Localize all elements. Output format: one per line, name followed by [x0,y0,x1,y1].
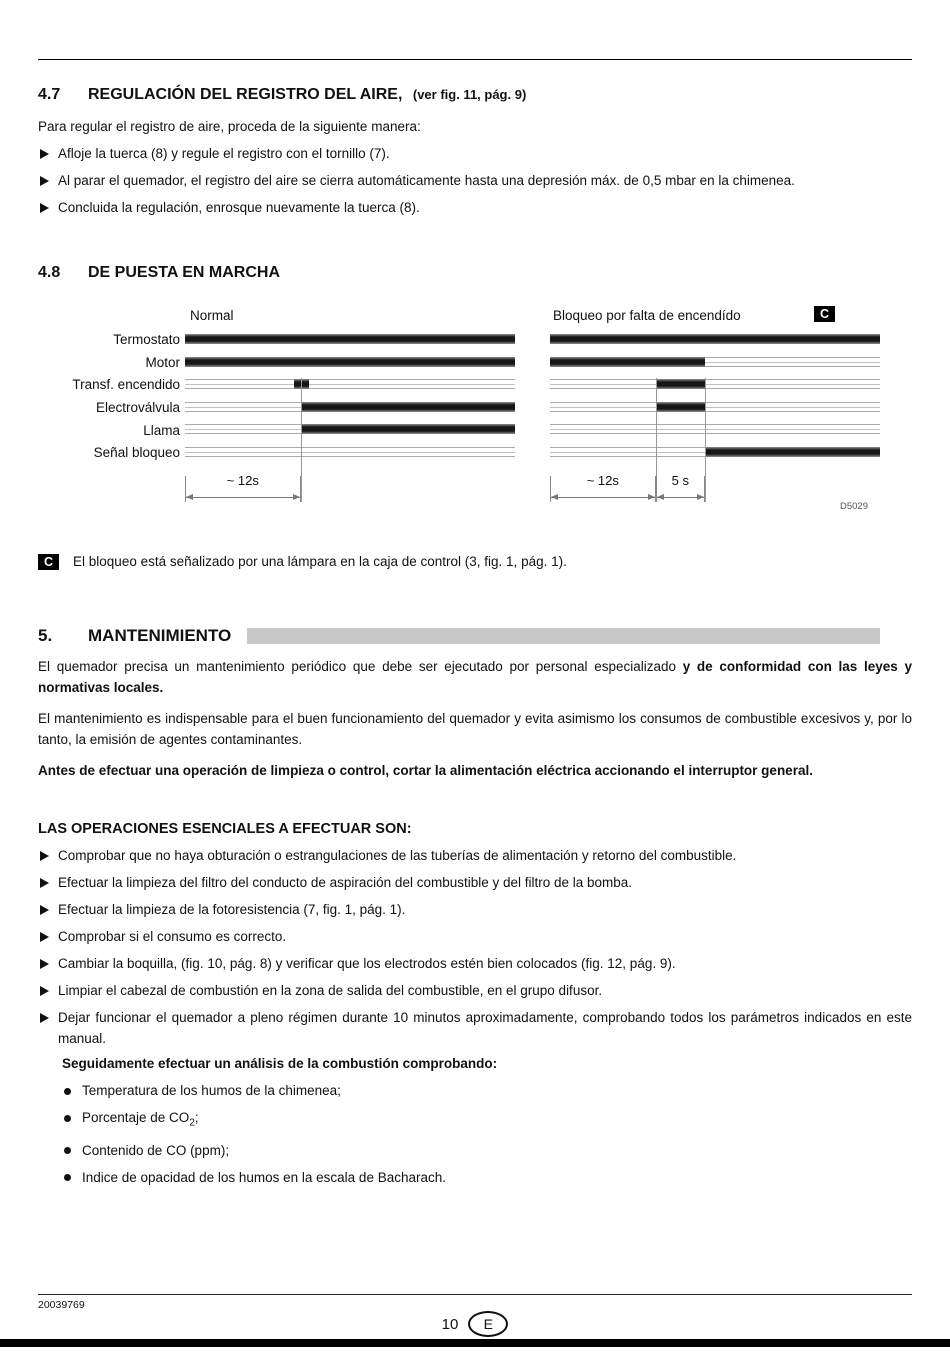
language-code: E [483,1316,494,1332]
signal-track [185,402,515,412]
arrowhead-left-icon [657,494,664,500]
analysis-text-subscript: 2 [189,1117,195,1129]
signal-track [550,402,880,412]
maintenance-paragraph-1 [38,656,912,698]
maintenance-paragraph-2: El mantenimiento es indispensable para el buen funcionamiento del quemador y evita asimismo los consumos de combustible excesivos y, por lo tanto, la emisión de agentes contaminantes. [38,711,912,747]
bullet-text: Comprobar si el consumo es correcto. [58,929,287,944]
heading-gray-bar [247,628,880,644]
section-title-text: MANTENIMIENTO [88,626,232,645]
bottom-black-bar [0,1339,950,1347]
signal-bar [656,402,706,412]
signal-track [185,379,515,389]
operations-heading: LAS OPERACIONES ESENCIALES A EFECTUAR SON: [38,821,412,837]
signal-track [185,424,515,434]
bullet-item [38,197,912,218]
signal-bar [301,402,516,412]
time-marker-line [705,378,706,502]
signal-bar [550,334,880,344]
arrowhead-left-icon [186,494,193,500]
signal-bar [656,379,706,389]
section-title-text: DE PUESTA EN MARCHA [88,264,281,281]
bullet-text: Dejar funcionar el quemador a pleno régimen durante 10 minutos aproximadamente, comprobando todos los parámetros indicados en este manual. [58,1010,912,1046]
time-dimension [550,473,656,502]
bullet-arrow-icon [40,203,49,213]
signal-track [550,447,880,457]
section-title-reference: (ver fig. 11, pág. 9) [412,87,527,102]
signal-track [550,379,880,389]
time-dimension-arrow [186,497,300,498]
arrowhead-right-icon [293,494,300,500]
row-label: Señal bloqueo [93,445,180,461]
time-dimension-arrow [657,497,705,498]
arrowhead-left-icon [551,494,558,500]
maintenance-paragraph-3 [38,760,912,781]
section-5-heading [38,626,912,646]
section-number: 4.8 [38,264,61,281]
analysis-text [82,1108,199,1134]
bullet-text: Comprobar que no haya obturación o estrangulaciones de las tuberías de alimentación y retorno del combustible. [58,848,737,863]
analysis-text: Indice de opacidad de los humos en la escala de Bacharach. [82,1169,446,1185]
analysis-text-pre: Porcentaje de CO [82,1110,190,1125]
bullet-arrow-icon [40,176,49,186]
time-marker-line [301,378,302,502]
bullet-item [38,845,912,866]
bullet-item [38,872,912,893]
bullet-dot-icon [64,1147,71,1154]
bullet-text: Efectuar la limpieza del filtro del conducto de aspiración del combustible y del filtro de la bomba. [58,875,633,890]
section-4-8-heading [38,264,912,282]
note-c [38,552,912,572]
footer-rule [38,1294,912,1295]
bullet-arrow-icon [40,986,49,996]
arrowhead-right-icon [648,494,655,500]
section-number: 4.7 [38,86,61,103]
section-title-text: REGULACIÓN DEL REGISTRO DEL AIRE, [88,86,403,103]
time-dimension [185,473,301,502]
signal-track [185,447,515,457]
analysis-item [62,1141,912,1161]
top-rule [38,59,912,60]
signal-track [550,357,880,367]
bullet-item [38,1007,912,1049]
bullet-text: Efectuar la limpieza de la fotoresistencia (7, fig. 1, pág. 1). [58,902,406,917]
signal-track [185,334,515,344]
paragraph-text: El quemador precisa un mantenimiento periódico que debe ser ejecutado por personal especializado [38,659,683,674]
bullet-dot-icon [64,1174,71,1181]
chart-title-normal: Normal [190,308,234,323]
bullet-text: Concluida la regulación, enrosque nuevamente la tuerca (8). [58,200,420,215]
chart-normal [185,334,515,518]
time-dimension-label: ~ 12s [226,473,259,488]
analysis-heading: Seguidamente efectuar un análisis de la combustión comprobando: [62,1056,498,1071]
bullet-text: Limpiar el cabezal de combustión en la zona de salida del combustible, en el grupo difusor. [58,983,603,998]
signal-bar [185,357,515,367]
bullet-text: Cambiar la boquilla, (fig. 10, pág. 8) y verificar que los electrodos estén bien colocados (fig. 12, pág. 9). [58,956,676,971]
section-number: 5. [38,626,53,645]
signal-row-labels [38,329,180,465]
row-label: Transf. encendido [72,377,180,393]
page-content [38,0,912,1188]
row-label: Electroválvula [95,400,180,416]
bullet-item [38,953,912,974]
signal-track [185,357,515,367]
signal-bar [705,447,880,457]
analysis-text-post: ; [194,1110,199,1125]
bullet-dot-icon [64,1088,71,1095]
note-c-badge: C [38,554,59,570]
page-number: 10 [441,1315,459,1333]
signal-bar [185,334,515,344]
row-label: Termostato [113,332,180,348]
bullet-arrow-icon [40,932,49,942]
language-code-ellipse [468,1311,508,1337]
analysis-text: Temperatura de los humos de la chimenea; [82,1083,341,1098]
bullet-item [38,170,912,191]
signal-bar [550,357,705,367]
page-number-area [0,1311,950,1337]
section-4-7-heading [38,86,912,104]
bullet-arrow-icon [40,149,49,159]
bullet-item [38,926,912,947]
row-label: Llama [143,422,180,438]
bullet-arrow-icon [40,1013,49,1023]
analysis-text: Contenido de CO (ppm); [82,1142,230,1158]
intro-paragraph: Para regular el registro de aire, proceda de la siguiente manera: [38,119,421,134]
analysis-item [62,1108,912,1134]
bullet-arrow-icon [40,959,49,969]
bullet-item [38,980,912,1001]
chart-title-lockout: Bloqueo por falta de encendído [553,308,741,323]
time-dimension-label: 5 s [671,473,690,488]
diagram-code: D5029 [840,501,868,512]
time-dimension-arrow [551,497,655,498]
analysis-item [62,1081,912,1101]
chart-lockout [550,334,880,518]
signal-track [550,424,880,434]
bullet-arrow-icon [40,878,49,888]
bullet-item [38,143,912,164]
paragraph-bold-text: y de conformidad con las leyes y normativas locales. [38,659,912,695]
bullet-arrow-icon [40,905,49,915]
paragraph-bold-text: Antes de efectuar una operación de limpieza o control, cortar la alimentación eléctrica accionando el interruptor general. [38,763,813,778]
bullet-arrow-icon [40,851,49,861]
note-c-text: El bloqueo está señalizado por una lámpara en la caja de control (3, fig. 1, pág. 1). [73,554,567,569]
row-label: Motor [145,354,180,370]
time-dimension-label: ~ 12s [586,473,619,488]
bullet-dot-icon [64,1115,71,1122]
lockout-c-badge: C [814,306,835,322]
arrowhead-right-icon [697,494,704,500]
timing-diagram [38,304,912,518]
bullet-item [38,899,912,920]
section-title [88,86,526,104]
signal-bar [301,424,516,434]
time-dimension [656,473,706,502]
analysis-item [62,1168,912,1188]
signal-track [550,334,880,344]
bullet-text: Al parar el quemador, el registro del aire se cierra automáticamente hasta una depresión máx. de 0,5 mbar en la chimenea. [58,173,795,188]
bullet-text: Afloje la tuerca (8) y regule el registro con el tornillo (7). [58,146,390,161]
document-number: 20039769 [38,1299,85,1311]
